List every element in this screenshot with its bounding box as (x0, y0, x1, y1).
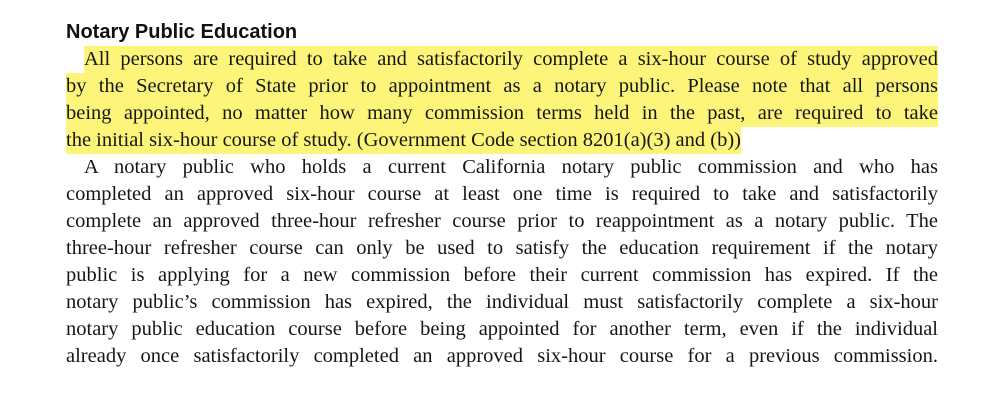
section-heading: Notary Public Education (66, 21, 298, 43)
paragraph-line: A notary public who holds a current California notary public commission and who has (84, 156, 938, 178)
paragraph-line: public is applying for a new commission before their current commission has expired. If the (66, 264, 938, 286)
paragraph-line: notary public’s commission has expired, the individual must satisfactorily complete a six-hour (66, 291, 938, 313)
paragraph-line: complete an approved three-hour refresher course prior to reappointment as a notary public. The (66, 210, 938, 232)
paragraph-line: being appointed, no matter how many commission terms held in the past, are required to take (66, 100, 938, 127)
paragraph-line: notary public education course before being appointed for another term, even if the individual (66, 318, 938, 340)
highlighted-paragraph (66, 46, 938, 154)
paragraph-line: by the Secretary of State prior to appointment as a notary public. Please note that all persons (66, 73, 938, 100)
paragraph-line: the initial six-hour course of study. (Government Code section 8201(a)(3) and (b)) (66, 127, 741, 154)
paragraph-line: All persons are required to take and satisfactorily complete a six-hour course of study approved (84, 46, 938, 73)
paragraph-line: already once satisfactorily completed an approved six-hour course for a previous commission. (66, 345, 938, 367)
paragraph-line: three-hour refresher course can only be used to satisfy the education requirement if the notary (66, 237, 938, 259)
paragraph-line: completed an approved six-hour course at least one time is required to take and satisfactorily (66, 183, 938, 205)
body-paragraph (66, 154, 938, 370)
document-page (66, 20, 938, 370)
